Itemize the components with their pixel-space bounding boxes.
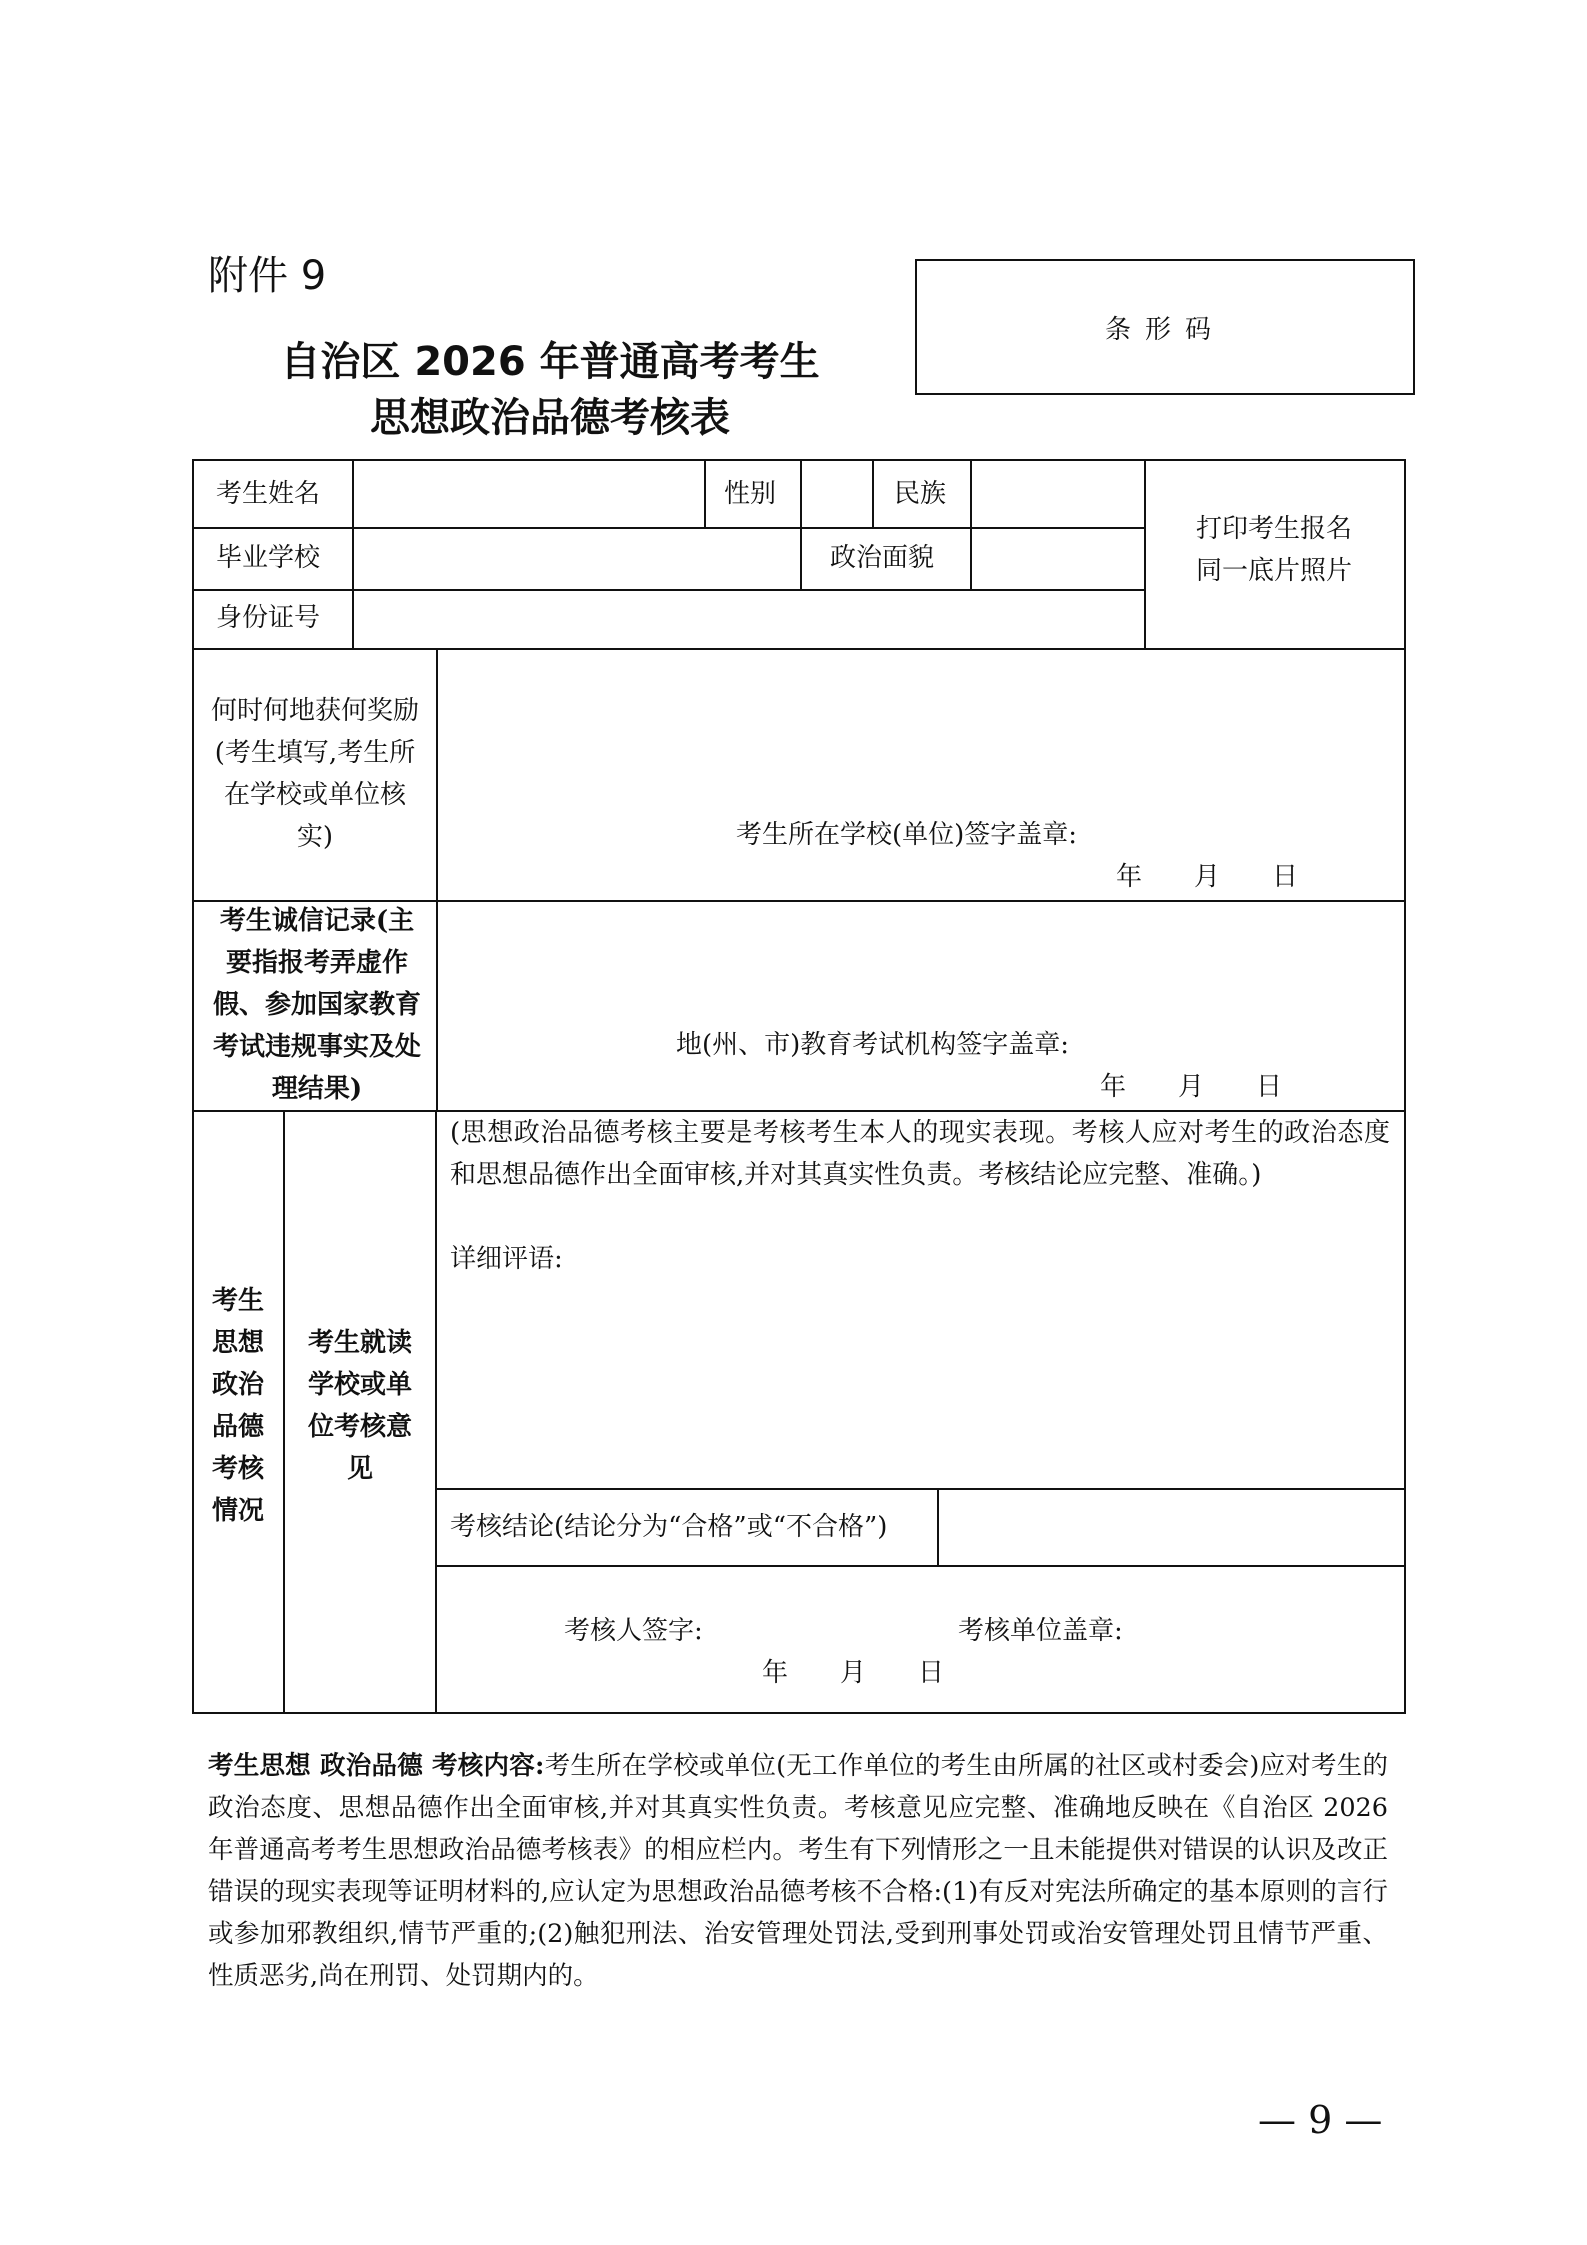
name-label: 考生姓名 <box>216 479 321 509</box>
barcode-label: 条形码 <box>1104 314 1225 345</box>
assessor-sign-label: 考核人签字: <box>564 1616 703 1646</box>
ethnicity-label: 民族 <box>894 479 947 509</box>
photo-label: 打印考生报名同一底片照片 <box>1195 514 1352 586</box>
assessment-content <box>208 1745 1388 1997</box>
form-title-line2: 思想政治品德考核表 <box>370 395 730 441</box>
gender-label: 性别 <box>724 479 777 509</box>
form-title-line1: 自治区 2026 年普通高考考生 <box>280 339 820 385</box>
final-date: 年 月 日 <box>762 1658 945 1688</box>
school-opinion-label: 考生就读学校或单位考核意见 <box>307 1328 412 1484</box>
id-label: 身份证号 <box>216 603 321 633</box>
awards-date: 年 月 日 <box>1116 862 1299 892</box>
unit-seal-label: 考核单位盖章: <box>958 1616 1123 1646</box>
political-field[interactable] <box>972 529 1144 589</box>
id-field[interactable] <box>354 591 1144 648</box>
school-field[interactable] <box>354 529 800 589</box>
awards-label: 何时何地获何奖励(考生填写,考生所在学校或单位核实) <box>210 696 419 852</box>
awards-sign-label: 考生所在学校(单位)签字盖章: <box>736 820 1078 850</box>
attachment-label: 附件 9 <box>208 253 327 299</box>
content-body: 考生所在学校或单位(无工作单位的考生由所属的社区或村委会)应对考生的政治态度、思想品德作出全面审核,并对其真实性负责。考核意见应完整、准确地反映在《自治区 2026 年普通高考考生思想政治品德考核表》的相应栏内。考生有下列情形之一且未能提供对错误的认识及改正错误的现实表现等证明材料的,应认定为思想政治品德考核不合格:(1)有反对宪法所确定的基本原则的言行或参加邪教组织,情节严重的;(2)触犯刑法、治安管理处罚法,受到刑事处罚或治安管理处罚且情节严重、性质恶劣,尚在刑罚、处罚期内的。 <box>208 1751 1388 1991</box>
name-field[interactable] <box>354 461 704 527</box>
barcode-box <box>915 259 1415 395</box>
school-label: 毕业学校 <box>216 543 321 573</box>
integrity-sign-label: 地(州、市)教育考试机构签字盖章: <box>676 1030 1070 1060</box>
conclusion-label: 考核结论(结论分为“合格”或“不合格”) <box>450 1512 888 1542</box>
integrity-date: 年 月 日 <box>1100 1072 1283 1102</box>
detail-label: 详细评语: <box>450 1244 563 1274</box>
detail-comment-field[interactable] <box>450 1282 1390 1482</box>
gender-field[interactable] <box>802 461 872 527</box>
page-number: — 9 — <box>1258 2098 1383 2142</box>
integrity-label: 考生诚信记录(主要指报考弄虚作假、参加国家教育考试违规事实及处理结果) <box>212 906 421 1104</box>
political-label: 政治面貌 <box>830 543 935 573</box>
content-heading: 考生思想 政治品德 考核内容: <box>208 1751 545 1781</box>
ethnicity-field[interactable] <box>972 461 1144 527</box>
moral-note: (思想政治品德考核主要是考核考生本人的现实表现。考核人应对考生的政治态度和思想品德作出全面审核,并对其真实性负责。考核结论应完整、准确。) <box>450 1118 1390 1190</box>
moral-label: 考生思想政治品德考核情况 <box>212 1286 265 1526</box>
conclusion-field[interactable] <box>940 1490 1404 1565</box>
